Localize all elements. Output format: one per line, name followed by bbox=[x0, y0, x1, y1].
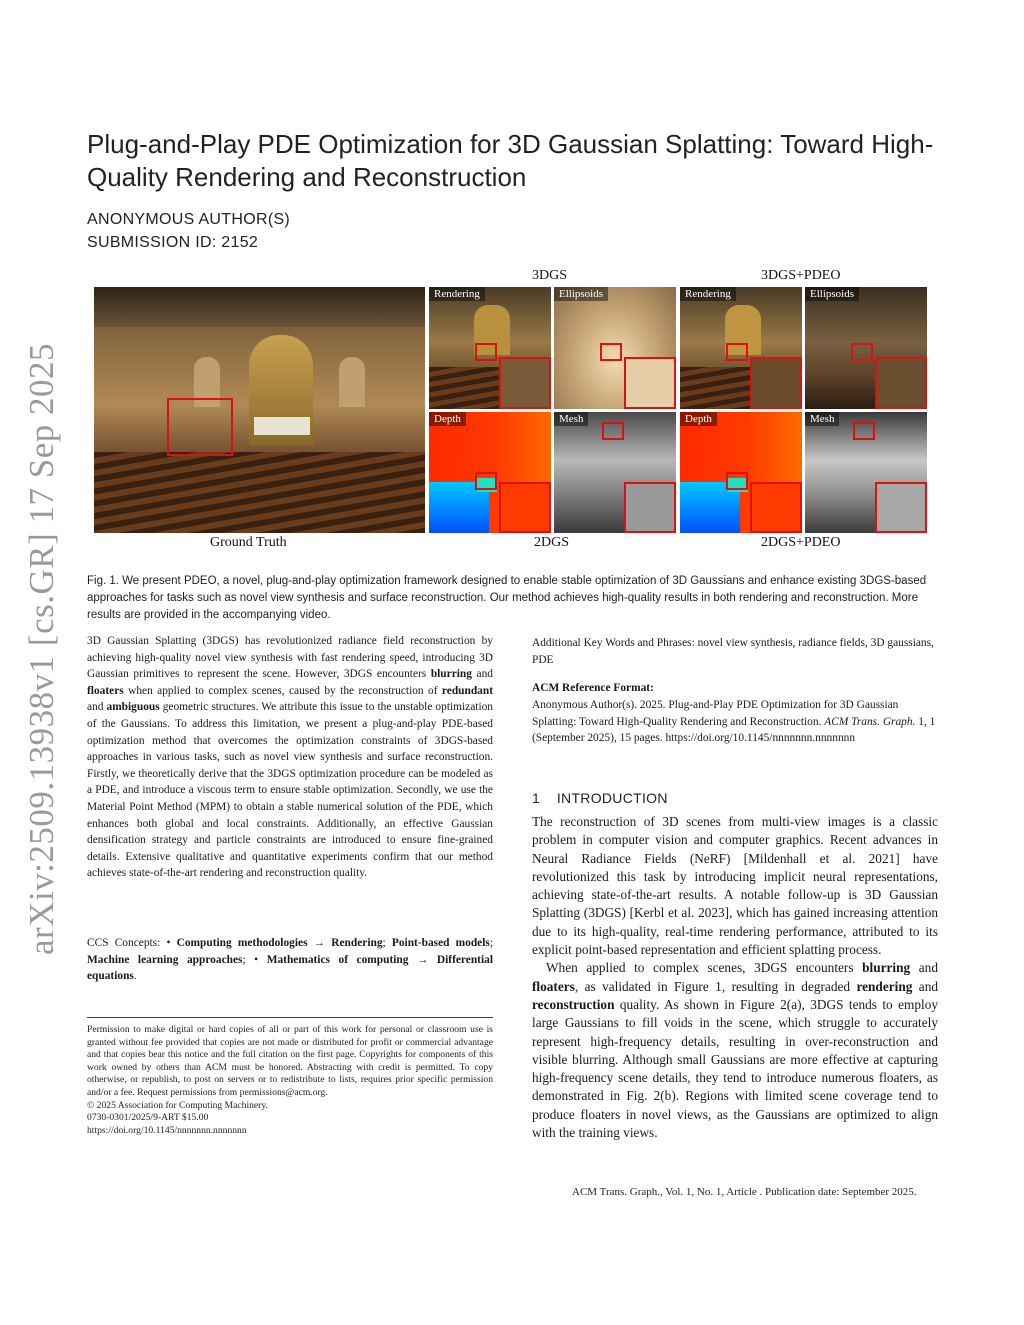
3dgs-rendering-image bbox=[429, 287, 551, 409]
section-heading-introduction: 1 INTRODUCTION bbox=[532, 790, 668, 806]
arxiv-sidebar-id: arXiv:2509.13938v1 [cs.GR] 17 Sep 2025 bbox=[22, 342, 61, 955]
3dgs-ellipsoids-image bbox=[554, 287, 676, 409]
ccs-concepts: CCS Concepts: • Computing methodologies → Rendering; Point-based models; Machine learning approaches; • Mathematics of computing → Differential equations. bbox=[87, 937, 493, 983]
paper-title: Plug-and-Play PDE Optimization for 3D Gaussian Splatting: Toward High-Quality Rendering and Reconstruction bbox=[87, 129, 934, 192]
figure-caption: Fig. 1. We present PDEO, a novel, plug-and-play optimization framework designed to enable stable optimization of 3D Gaussians and enhance existing 3DGS-based approaches for tasks such as novel view synthesis and surface reconstruction. Our method achieves high-quality results in both rendering and reconstruction. More results are provided in the accompanying video. bbox=[87, 575, 927, 621]
acm-reference: Anonymous Author(s). 2025. Plug-and-Play PDE Optimization for 3D Gaussian Splatting: Toward High-Quality Rendering and Reconstruction. ACM Trans. Graph. 1, 1 (September 2025), 15 pages. https://doi.org/10.1145/nnnnnnn.nnnnnnn bbox=[532, 699, 936, 745]
2dgs-depth-image bbox=[429, 412, 551, 533]
ground-truth-image bbox=[94, 287, 425, 533]
tag-ellipsoids-pdeo: Ellipsoids bbox=[805, 287, 859, 301]
3dgs-pdeo-rendering-image bbox=[680, 287, 802, 409]
label-2dgs: 2DGS bbox=[534, 535, 570, 550]
tag-depth-pdeo: Depth bbox=[680, 412, 717, 426]
tag-ellipsoids: Ellipsoids bbox=[554, 287, 608, 301]
2dgs-mesh-image bbox=[554, 412, 676, 533]
2dgs-pdeo-depth-image bbox=[680, 412, 802, 533]
label-ground-truth: Ground Truth bbox=[210, 535, 287, 550]
label-3dgs-pdeo: 3DGS+PDEO bbox=[761, 268, 841, 283]
authors-line: ANONYMOUS AUTHOR(S) bbox=[87, 211, 291, 228]
footnote-divider bbox=[87, 1017, 493, 1018]
page-footer: ACM Trans. Graph., Vol. 1, No. 1, Article . Publication date: September 2025. bbox=[572, 1186, 917, 1198]
tag-rendering-pdeo: Rendering bbox=[680, 287, 736, 301]
2dgs-pdeo-mesh-image bbox=[805, 412, 927, 533]
label-2dgs-pdeo: 2DGS+PDEO bbox=[761, 535, 841, 550]
keywords: Additional Key Words and Phrases: novel view synthesis, radiance fields, 3D gaussians, PDE bbox=[532, 637, 934, 666]
submission-id: SUBMISSION ID: 2152 bbox=[87, 234, 259, 251]
abstract: 3D Gaussian Splatting (3DGS) has revolutionized radiance field reconstruction by achieving high-quality novel view synthesis with fast rendering speed, introducing 3D Gaussian primitives to represent the scene. However, 3DGS encounters blurring and floaters when applied to complex scenes, caused by the reconstruction of redundant and ambiguous geometric structures. We attribute this issue to the unstable optimization of the Gaussians. To address this limitation, we present a plug-and-play PDE-based optimization method that overcomes the optimization constraints of 3DGS-based approaches in various tasks, such as novel view synthesis and surface reconstruction. Firstly, we theoretically derive that the 3DGS optimization procedure can be modeled as a PDE, and introduce a viscous term to ensure stable optimization. Secondly, we use the Material Point Method (MPM) to obtain a stable numerical solution of the PDE, which enhances both global and local constraints. Additionally, an effective Gaussian densification strategy and particle constraints are introduced to ensure fine-grained details. Extensive qualitative and quantitative experiments confirm that our method achieves state-of-the-art rendering and reconstruction quality. bbox=[87, 635, 494, 880]
tag-mesh: Mesh bbox=[554, 412, 588, 426]
introduction-text: The reconstruction of 3D scenes from multi-view images is a classic problem in computer vision and computer graphics. Recent advances in Neural Radiance Fields (NeRF) [Mildenhall et al. 2021] have revolutionized this task by introducing implicit neural representations, achieving state-of-the-art results. A notable follow-up is 3D Gaussian Splatting (3DGS) [Kerbl et al. 2023], which has gained increasing attention due to its high-quality, real-time rendering performance, attributed to its explicit point-based representation and efficient splatting process. When applied to complex scenes, 3DGS encounters blurring and floaters, as validated in Figure 1, resulting in degraded rendering and reconstruction quality. As shown in Figure 2(a), 3DGS tends to employ large Gaussians to fill voids in the scene, which struggle to accurately represent high-frequency details, resulting in over-reconstruction and visible blurring. Although small Gaussians are more effective at capturing high-frequency scene details, they tend to introduce numerous floaters, as demonstrated in Fig. 2(b). Regions with limited scene coverage tend to produce floaters in novel views, as the Gaussians are optimized to align with the training views. bbox=[532, 814, 939, 1141]
zoom-box bbox=[167, 398, 233, 456]
author-block bbox=[87, 208, 290, 254]
tag-rendering: Rendering bbox=[429, 287, 485, 301]
permission-footnote: Permission to make digital or hard copies of all or part of this work for personal or classroom use is granted without fee provided that copies are not made or distributed for profit or commercial advantage and that copies bear this notice and the full citation on the first page. Copyrights for components of this work owned by others than ACM must be honored. Abstracting with credit is permitted. To copy otherwise, or republish, to post on servers or to redistribute to lists, requires prior specific permission and/or a fee. Request permissions from permissions@acm.org. © 2025 Association for Computing Machinery. 0730-0301/2025/9-ART $15.00 https://doi.org/10.1145/nnnnnnn.nnnnnnn bbox=[87, 1024, 493, 1136]
tag-depth: Depth bbox=[429, 412, 466, 426]
tag-mesh-pdeo: Mesh bbox=[805, 412, 839, 426]
label-3dgs: 3DGS bbox=[532, 268, 568, 283]
acm-reference-heading: ACM Reference Format: bbox=[532, 682, 654, 694]
3dgs-pdeo-ellipsoids-image bbox=[805, 287, 927, 409]
